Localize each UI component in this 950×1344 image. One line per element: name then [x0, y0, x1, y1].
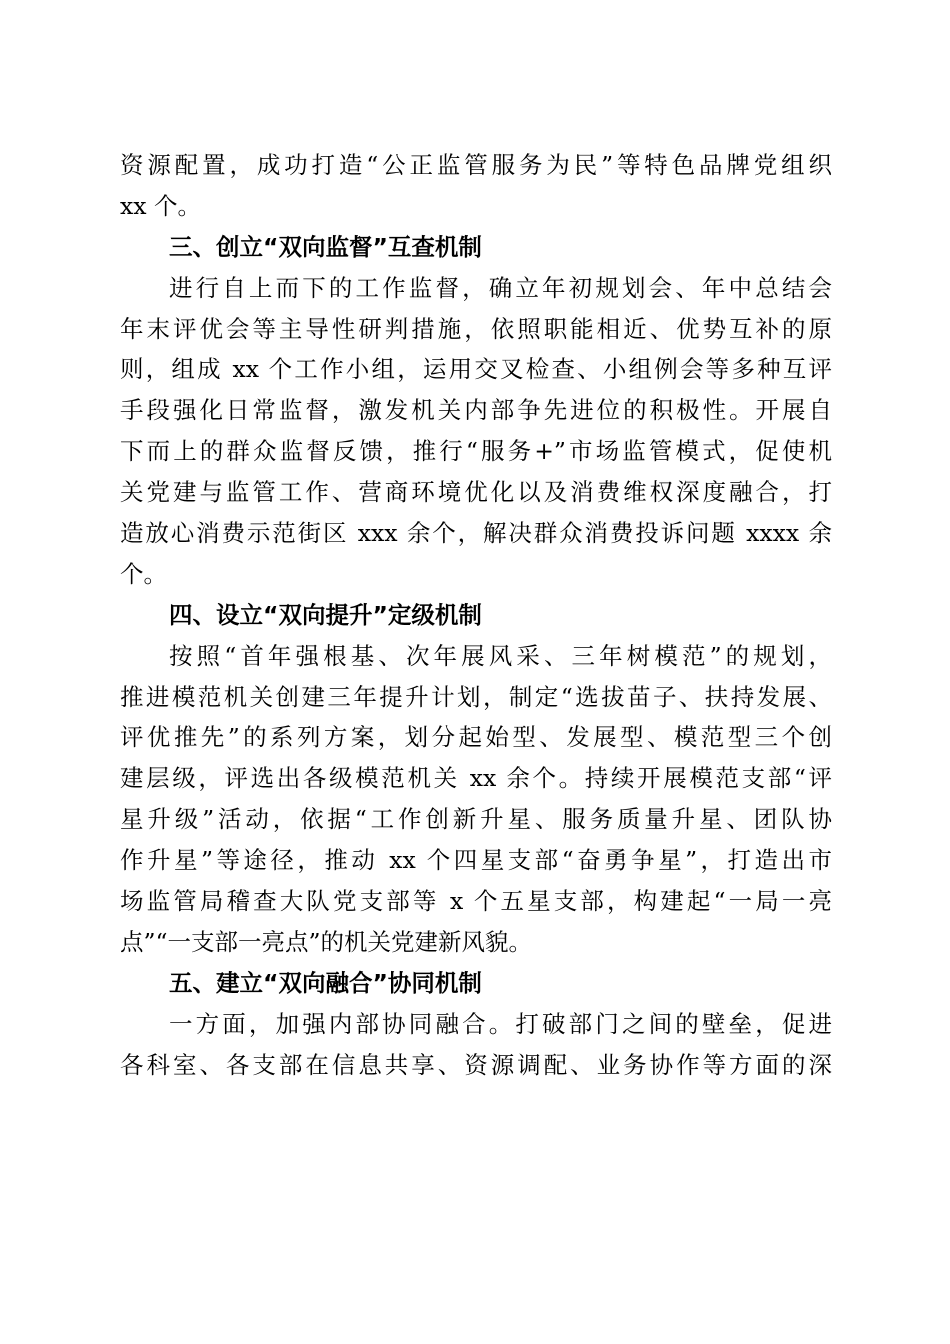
- paragraph-line: 进行自上而下的工作监督，确立年初规划会、年中总结会: [169, 273, 832, 302]
- paragraph-line: 建层级，评选出各级模范机关 xx 余个。持续开展模范支部“评: [120, 764, 832, 793]
- section-heading-5: 五、建立“双向融合”协同机制: [169, 968, 482, 997]
- paragraph-line: 造放心消费示范街区 xxx 余个，解决群众消费投诉问题 xxxx 余: [120, 519, 832, 548]
- paragraph-line: 作升星”等途径，推动 xx 个四星支部“奋勇争星”，打造出市: [120, 846, 832, 875]
- paragraph-line: 年末评优会等主导性研判措施，依照职能相近、优势互补的原: [120, 314, 832, 343]
- paragraph-line: 点”“一支部一亮点”的机关党建新风貌。: [120, 927, 533, 956]
- paragraph-line: 各科室、各支部在信息共享、资源调配、业务协作等方面的深: [120, 1050, 832, 1079]
- paragraph-line: 手段强化日常监督，激发机关内部争先进位的积极性。开展自: [120, 396, 832, 425]
- paragraph-line: 资源配置，成功打造“公正监管服务为民”等特色品牌党组织: [120, 151, 832, 179]
- paragraph-line: 个。: [120, 559, 167, 588]
- document-body: [120, 145, 832, 1085]
- paragraph-line: 星升级”活动，依据“工作创新升星、服务质量升星、团队协: [120, 805, 832, 834]
- paragraph-line: 一方面，加强内部协同融合。打破部门之间的壁垒，促进: [169, 1009, 832, 1038]
- section-heading-4: 四、设立“双向提升”定级机制: [169, 600, 482, 629]
- paragraph-line: 下而上的群众监督反馈，推行“服务+”市场监管模式，促使机: [120, 437, 832, 466]
- paragraph-line: 按照“首年强根基、次年展风采、三年树模范”的规划，: [169, 641, 832, 670]
- paragraph-line: 关党建与监管工作、营商环境优化以及消费维权深度融合，打: [120, 478, 832, 507]
- section-heading-3: 三、创立“双向监督”互查机制: [169, 232, 482, 261]
- paragraph-line: xx 个。: [120, 191, 201, 220]
- paragraph-line: 则，组成 xx 个工作小组，运用交叉检查、小组例会等多种互评: [120, 355, 832, 384]
- paragraph-line: 评优推先”的系列方案，划分起始型、发展型、模范型三个创: [120, 723, 832, 752]
- paragraph-line: 场监管局稽查大队党支部等 x 个五星支部，构建起“一局一亮: [120, 887, 832, 916]
- paragraph-line: 推进模范机关创建三年提升计划，制定“选拔苗子、扶持发展、: [120, 682, 832, 711]
